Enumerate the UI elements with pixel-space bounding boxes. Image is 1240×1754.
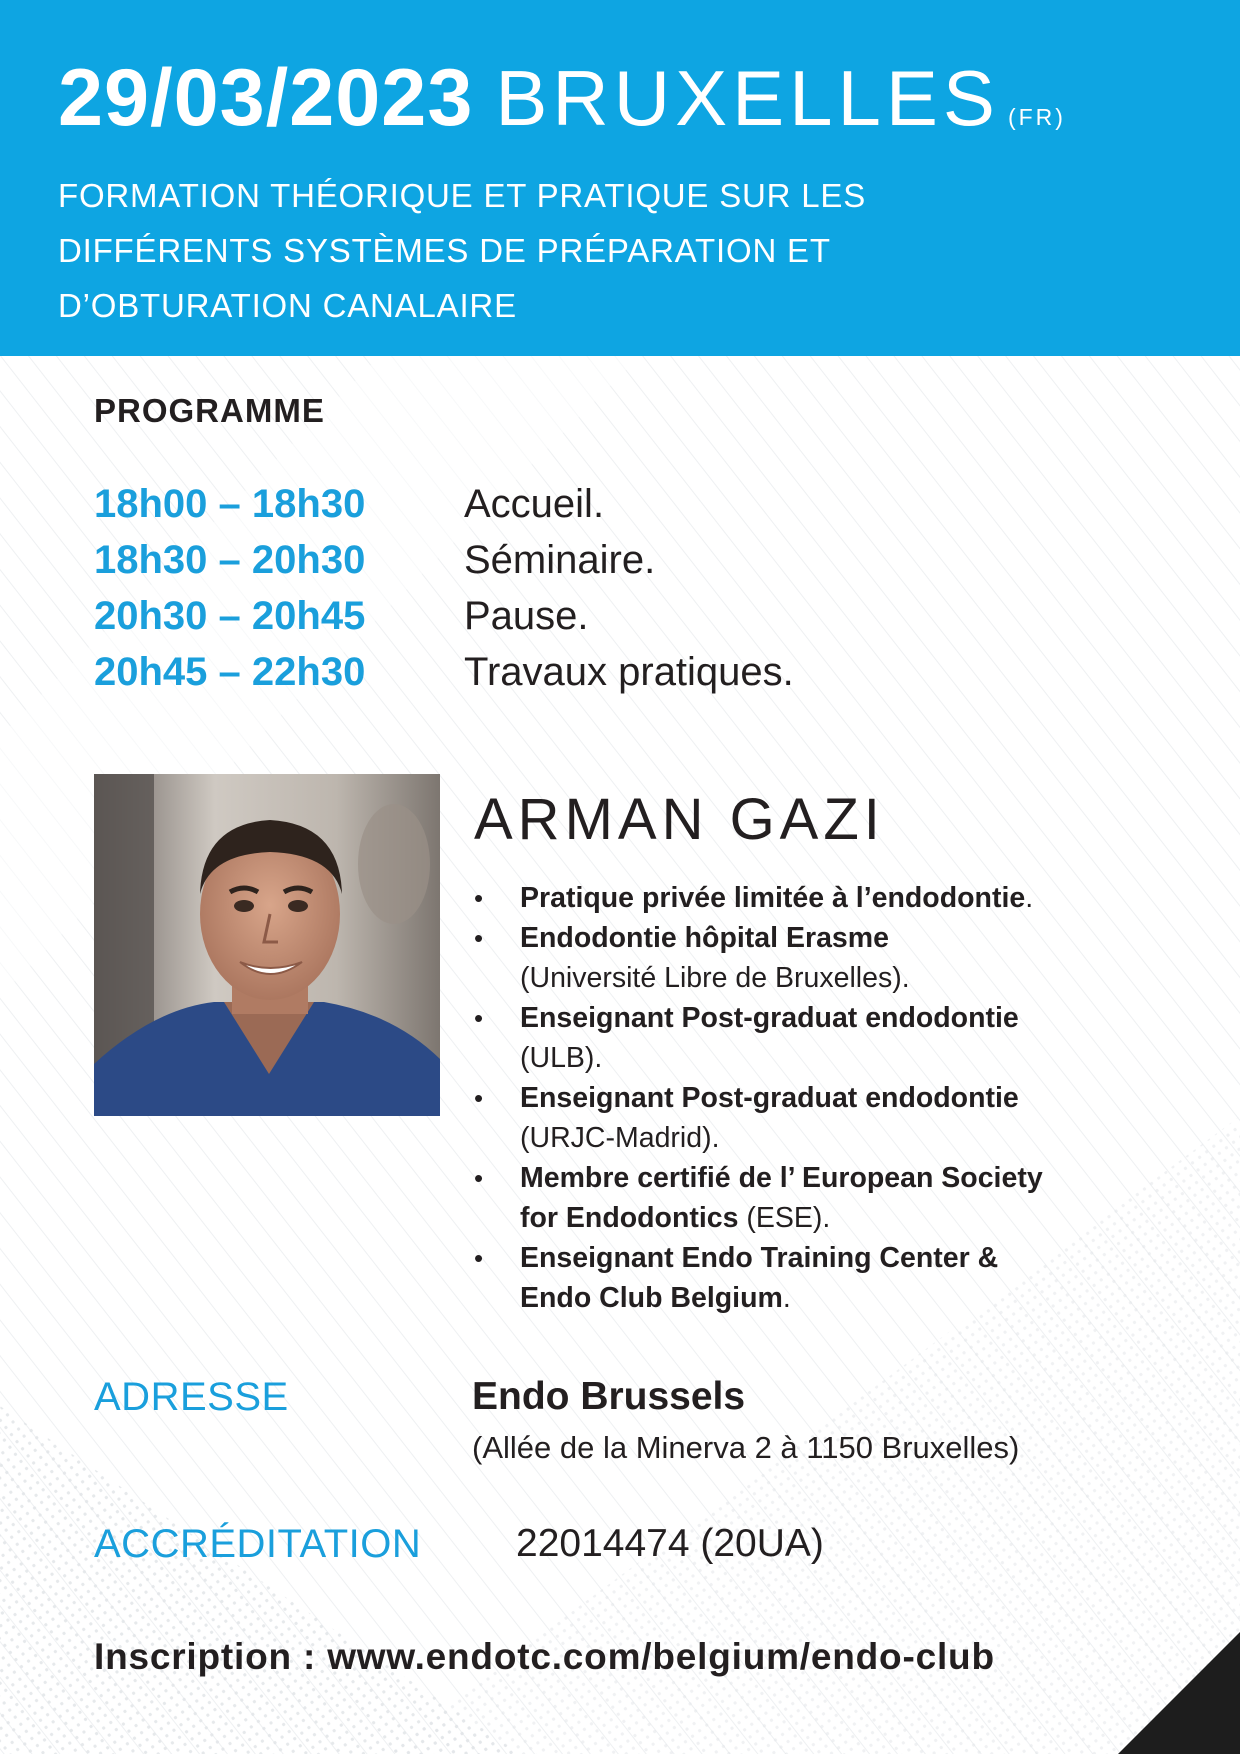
- header-banner: [0, 0, 1240, 356]
- subtitle-line: FORMATION THÉORIQUE ET PRATIQUE SUR LES: [58, 177, 867, 214]
- schedule-label: Pause.: [464, 594, 589, 638]
- credential-rest: (Université Libre de Bruxelles).: [520, 962, 910, 994]
- schedule-time: 18h00 – 18h30: [94, 482, 366, 526]
- credential-rest: (ULB).: [520, 1042, 603, 1074]
- subtitle-line: D’OBTURATION CANALAIRE: [58, 287, 517, 324]
- list-item: [474, 878, 1194, 918]
- speaker-name: ARMAN GAZI: [474, 787, 885, 852]
- schedule-label: Travaux pratiques.: [464, 650, 794, 694]
- bullet-icon: •: [474, 1003, 484, 1033]
- list-item: [474, 1238, 1194, 1318]
- schedule-time: 20h30 – 20h45: [94, 594, 366, 638]
- bullet-icon: •: [474, 1163, 484, 1193]
- bullet-icon: •: [474, 1243, 484, 1273]
- list-item: [474, 1078, 1194, 1158]
- bullet-icon: •: [474, 923, 484, 953]
- credential-bold: Membre certifié de l’ European Society: [520, 1162, 1043, 1194]
- schedule-time: 18h30 – 20h30: [94, 538, 366, 582]
- credential-bold: Enseignant Post-graduat endodontie: [520, 1002, 1019, 1034]
- event-city: BRUXELLES: [495, 54, 1000, 142]
- credential-rest: (ESE).: [738, 1202, 831, 1234]
- credential-rest: .: [782, 1282, 791, 1314]
- credential-rest: .: [1025, 882, 1034, 914]
- credential-bold: Enseignant Post-graduat endodontie: [520, 1082, 1019, 1114]
- schedule-label: Séminaire.: [464, 538, 656, 582]
- list-item: [474, 998, 1194, 1078]
- credential-rest: (URJC-Madrid).: [520, 1122, 720, 1154]
- credential-bold: Pratique privée limitée à l’endodontie: [520, 882, 1026, 914]
- speaker-photo: [94, 774, 440, 1116]
- subtitle-line: DIFFÉRENTS SYSTÈMES DE PRÉPARATION ET: [58, 232, 831, 269]
- list-item: [474, 918, 1194, 998]
- list-item: [474, 1158, 1194, 1238]
- event-language: (FR): [1007, 104, 1066, 130]
- bullet-icon: •: [474, 1083, 484, 1113]
- schedule-time: 20h45 – 22h30: [94, 650, 366, 694]
- address-venue: Endo Brussels: [472, 1375, 746, 1418]
- accreditation-value: 22014474 (20UA): [516, 1522, 824, 1565]
- bullet-icon: •: [474, 883, 484, 913]
- header-title: [58, 53, 1066, 143]
- address-label: ADRESSE: [94, 1375, 289, 1419]
- credential-bold: Endodontie hôpital Erasme: [520, 922, 889, 954]
- credential-bold: for Endodontics: [520, 1202, 739, 1234]
- credential-bold: Enseignant Endo Training Center &: [520, 1242, 999, 1274]
- corner-triangle: [1118, 1632, 1240, 1754]
- speaker-credentials: [474, 878, 1194, 1318]
- accreditation-label: ACCRÉDITATION: [94, 1522, 422, 1566]
- event-subtitle: [58, 168, 1158, 333]
- inscription-link[interactable]: Inscription : www.endotc.com/belgium/endo-club: [94, 1636, 995, 1677]
- event-date: 29/03/2023: [58, 53, 474, 143]
- schedule-label: Accueil.: [464, 482, 605, 526]
- address-detail: (Allée de la Minerva 2 à 1150 Bruxelles): [472, 1430, 1020, 1465]
- programme-title: PROGRAMME: [94, 392, 325, 429]
- credential-bold: Endo Club Belgium: [520, 1282, 783, 1314]
